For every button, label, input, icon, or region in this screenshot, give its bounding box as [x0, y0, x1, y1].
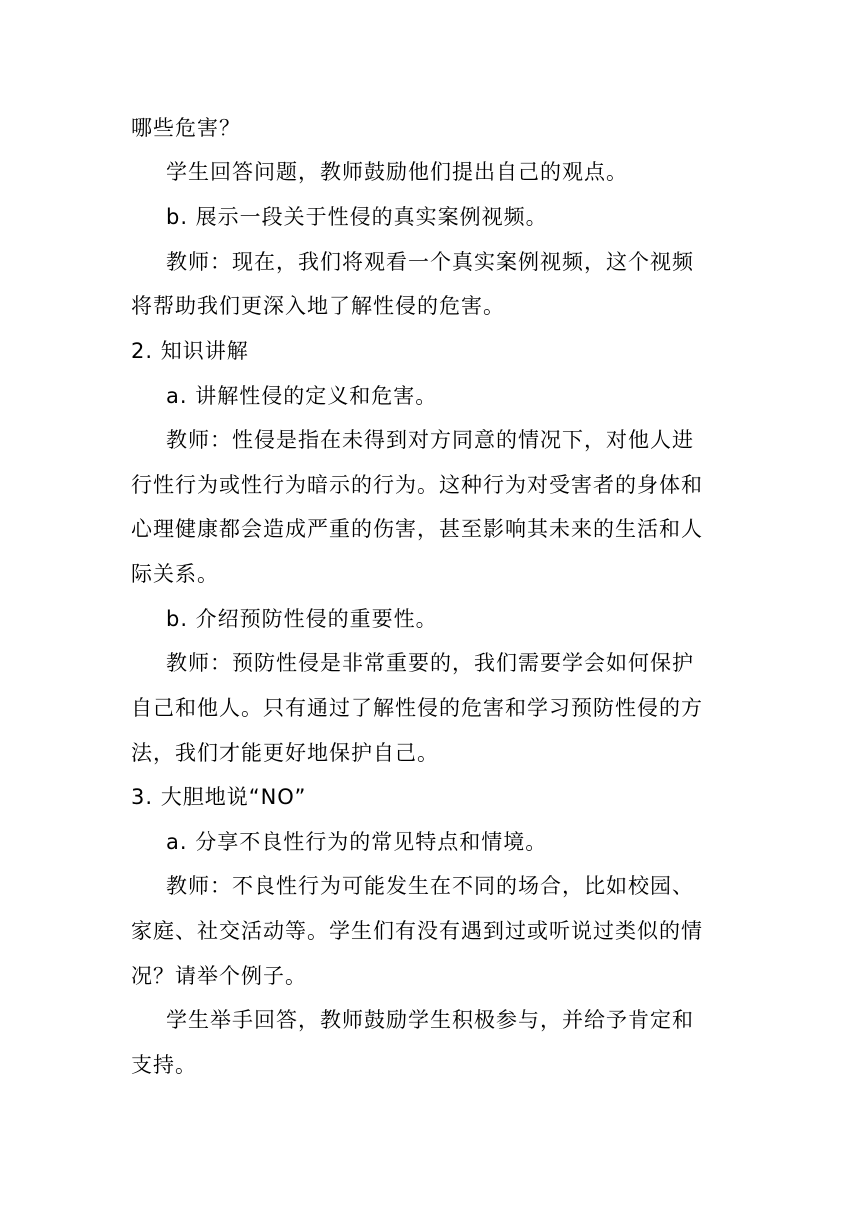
paragraph-line: 教师：预防性侵是非常重要的，我们需要学会如何保护 [166, 651, 694, 675]
paragraph-line: 自己和他人。只有通过了解性侵的危害和学习预防性侵的方 [131, 696, 703, 720]
paragraph-line: 际关系。 [131, 562, 219, 586]
paragraph-line: 学生回答问题，教师鼓励他们提出自己的观点。 [166, 160, 628, 184]
paragraph-line: 况？请举个例子。 [131, 964, 307, 988]
list-item-line: a. 讲解性侵的定义和危害。 [166, 384, 438, 408]
paragraph-line: 将帮助我们更深入地了解性侵的危害。 [131, 294, 505, 318]
list-item-line: b. 展示一段关于性侵的真实案例视频。 [166, 205, 548, 229]
paragraph-line: 教师：现在，我们将观看一个真实案例视频，这个视频 [166, 250, 694, 274]
list-item-line: b. 介绍预防性侵的重要性。 [166, 607, 438, 631]
paragraph-line: 哪些危害？ [131, 116, 241, 140]
paragraph-line: 学生举手回答，教师鼓励学生积极参与，并给予肯定和 [166, 1008, 694, 1032]
paragraph-line: 支持。 [131, 1053, 197, 1077]
paragraph-line: 法，我们才能更好地保护自己。 [131, 741, 439, 765]
paragraph-line: 行性行为或性行为暗示的行为。这种行为对受害者的身体和 [131, 473, 703, 497]
section-heading: 2. 知识讲解 [131, 339, 249, 363]
paragraph-line: 心理健康都会造成严重的伤害，甚至影响其未来的生活和人 [131, 517, 703, 541]
section-heading: 3. 大胆地说“NO” [131, 785, 307, 809]
list-item-line: a. 分享不良性行为的常见特点和情境。 [166, 830, 548, 854]
paragraph-line: 教师：性侵是指在未得到对方同意的情况下，对他人进 [166, 428, 694, 452]
paragraph-line: 教师：不良性行为可能发生在不同的场合，比如校园、 [166, 874, 694, 898]
paragraph-line: 家庭、社交活动等。学生们有没有遇到过或听说过类似的情 [131, 919, 703, 943]
